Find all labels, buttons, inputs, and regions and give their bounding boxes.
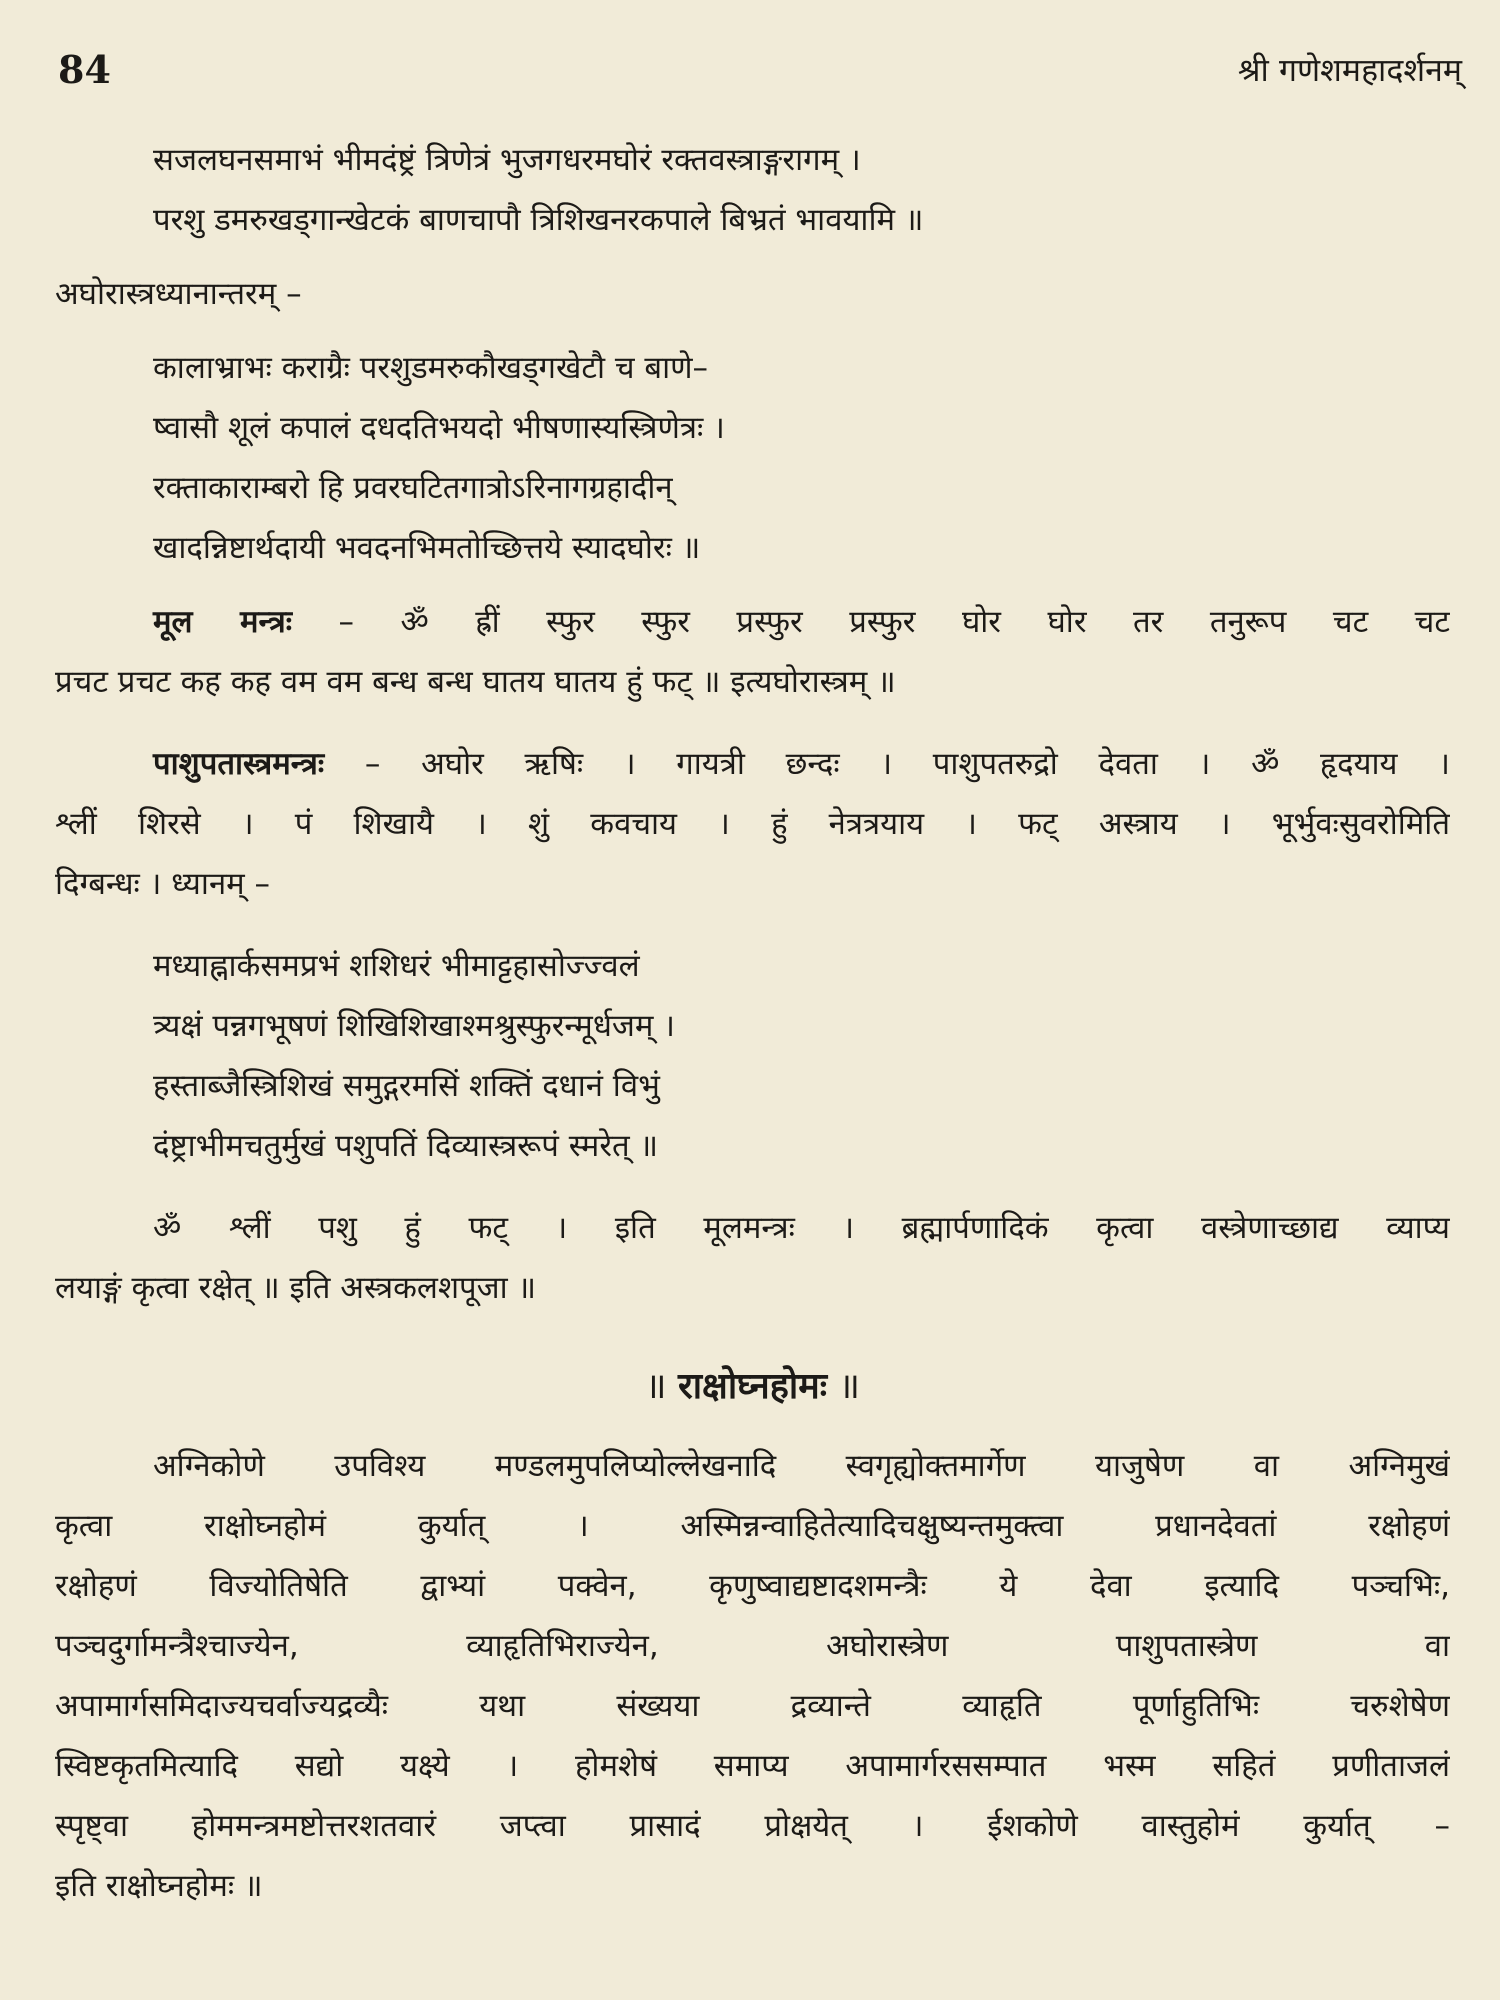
- heading-danda-open: ॥: [644, 1366, 678, 1407]
- mula-mantra-paragraph: [55, 592, 1450, 712]
- heading-title: राक्षोघ्नहोमः: [677, 1366, 828, 1407]
- verse-line: सजलघनसमाभं भीमदंष्ट्रं त्रिणेत्रं भुजगधरमघोरं रक्तवस्त्राङ्गरागम् ।: [153, 142, 861, 178]
- paragraph-line: कृत्वा राक्षोघ्नहोमं कुर्यात् । अस्मिन्नन्वाहितेत्यादिचक्षुष्यन्तमुक्त्वा प्रधानदेवतां रक्षोहणं: [55, 1508, 1450, 1544]
- paragraph-line: इति राक्षोघ्नहोमः ॥: [55, 1868, 263, 1904]
- paragraph-line: [55, 592, 1450, 652]
- paragraph-line: प्रचट प्रचट कह कह वम वम बन्ध बन्ध घातय घातय हुं फट् ॥ इत्यघोरास्त्रम् ॥: [55, 664, 896, 700]
- page-body: [55, 130, 1450, 1916]
- paragraph-line: अग्निकोणे उपविश्य मण्डलमुपलिप्योल्लेखनादि स्वगृह्योक्तमार्गेण याजुषेण वा अग्निमुखं: [153, 1448, 1450, 1484]
- paragraph-line: पञ्चदुर्गामन्त्रैश्चाज्येन, व्याहृतिभिराज्येन, अघोरास्त्रेण पाशुपतास्त्रेण वा: [55, 1628, 1450, 1664]
- pashupatastra-label: पाशुपतास्त्रमन्त्रः: [153, 746, 325, 782]
- paragraph-line: [55, 734, 1450, 794]
- paragraph-line: स्विष्टकृतमित्यादि सद्यो यक्ष्ये । होमशेषं समाप्य अपामार्गरससम्पात भस्म सहितं प्रणीताजलं: [55, 1748, 1450, 1784]
- paragraph-line: स्पृष्ट्वा होममन्त्रमष्टोत्तरशतवारं जप्त्वा प्रासादं प्रोक्षयेत् । ईशकोणे वास्तुहोमं कुर्यात् –: [55, 1808, 1450, 1844]
- aghorastra-dhyana-lead: अघोरास्त्रध्यानान्तरम् –: [55, 276, 302, 312]
- mula-mantra-label: मूल मन्त्रः: [153, 604, 292, 640]
- verse-line: खादन्निष्टार्थदायी भवदनभिमतोच्छित्तये स्यादघोरः ॥: [153, 530, 701, 566]
- section-heading: [55, 1342, 1450, 1432]
- paragraph-line: लयाङ्गं कृत्वा रक्षेत् ॥ इति अस्त्रकलशपूजा ॥: [55, 1270, 537, 1306]
- verse-line: रक्ताकाराम्बरो हि प्रवरघटितगात्रोऽरिनागग्रहादीन्: [153, 470, 673, 506]
- verse-block-1: [55, 130, 1450, 250]
- paragraph-line: रक्षोहणं विज्योतिषेति द्वाभ्यां पक्वेन, कृणुष्वाद्यष्टादशमन्त्रैः ये देवा इत्यादि पञ्चभिः,: [55, 1568, 1450, 1604]
- running-title: श्री गणेशमहादर्शनम्: [1237, 51, 1462, 89]
- page-number: 84: [58, 47, 111, 92]
- page-header: [58, 40, 1462, 100]
- rakshoghna-homa-paragraph: [55, 1436, 1450, 1916]
- pashupatastra-paragraph: [55, 734, 1450, 914]
- paragraph-line: श्लीं शिरसे । पं शिखायै । शुं कवचाय । हुं नेत्रत्रयाय । फट् अस्त्राय । भूर्भुवःसुवरोमिति: [55, 806, 1450, 842]
- verse-line: कालाभ्राभः कराग्रैः परशुडमरुकौखड्गखेटौ च बाणे–: [153, 350, 709, 386]
- verse-block-2: [55, 338, 1450, 578]
- verse-line: त्र्यक्षं पन्नगभूषणं शिखिशिखाश्मश्रुस्फुरन्मूर्धजम् ।: [153, 1008, 676, 1044]
- verse-block-3: [55, 936, 1450, 1176]
- verse-line: परशु डमरुखड्गान्खेटकं बाणचापौ त्रिशिखनरकपाले बिभ्रतं भावयामि ॥: [153, 202, 924, 238]
- paragraph-line: दिग्बन्धः । ध्यानम् –: [55, 866, 271, 902]
- mula-mantra-text: – ॐ ह्रीं स्फुर स्फुर प्रस्फुर प्रस्फुर घोर घोर तर तनुरूप चट चट: [291, 604, 1450, 640]
- astra-kalasha-paragraph: [55, 1198, 1450, 1318]
- verse-line: मध्याह्नार्कसमप्रभं शशिधरं भीमाट्टहासोज्ज्वलं: [153, 948, 640, 984]
- pashupatastra-text: – अघोर ऋषिः । गायत्री छन्दः । पाशुपतरुद्रो देवता । ॐ हृदयाय ।: [324, 746, 1450, 782]
- paragraph-line: अपामार्गसमिदाज्यचर्वाज्यद्रव्यैः यथा संख्यया द्रव्यान्ते व्याहृति पूर्णाहुतिभिः चरुशेषेण: [55, 1688, 1450, 1724]
- verse-line: हस्ताब्जैस्त्रिशिखं समुद्गरमसिं शक्तिं दधानं विभुं: [153, 1068, 660, 1104]
- paragraph-line: ॐ श्लीं पशु हुं फट् । इति मूलमन्त्रः । ब्रह्मार्पणादिकं कृत्वा वस्त्रेणाच्छाद्य व्याप्य: [153, 1210, 1450, 1246]
- heading-danda-close: ॥: [827, 1366, 861, 1407]
- verse-line: दंष्ट्राभीमचतुर्मुखं पशुपतिं दिव्यास्त्ररूपं स्मरेत् ॥: [153, 1128, 659, 1164]
- verse-line: ष्वासौ शूलं कपालं दधदतिभयदो भीषणास्यस्त्रिणेत्रः ।: [153, 410, 725, 446]
